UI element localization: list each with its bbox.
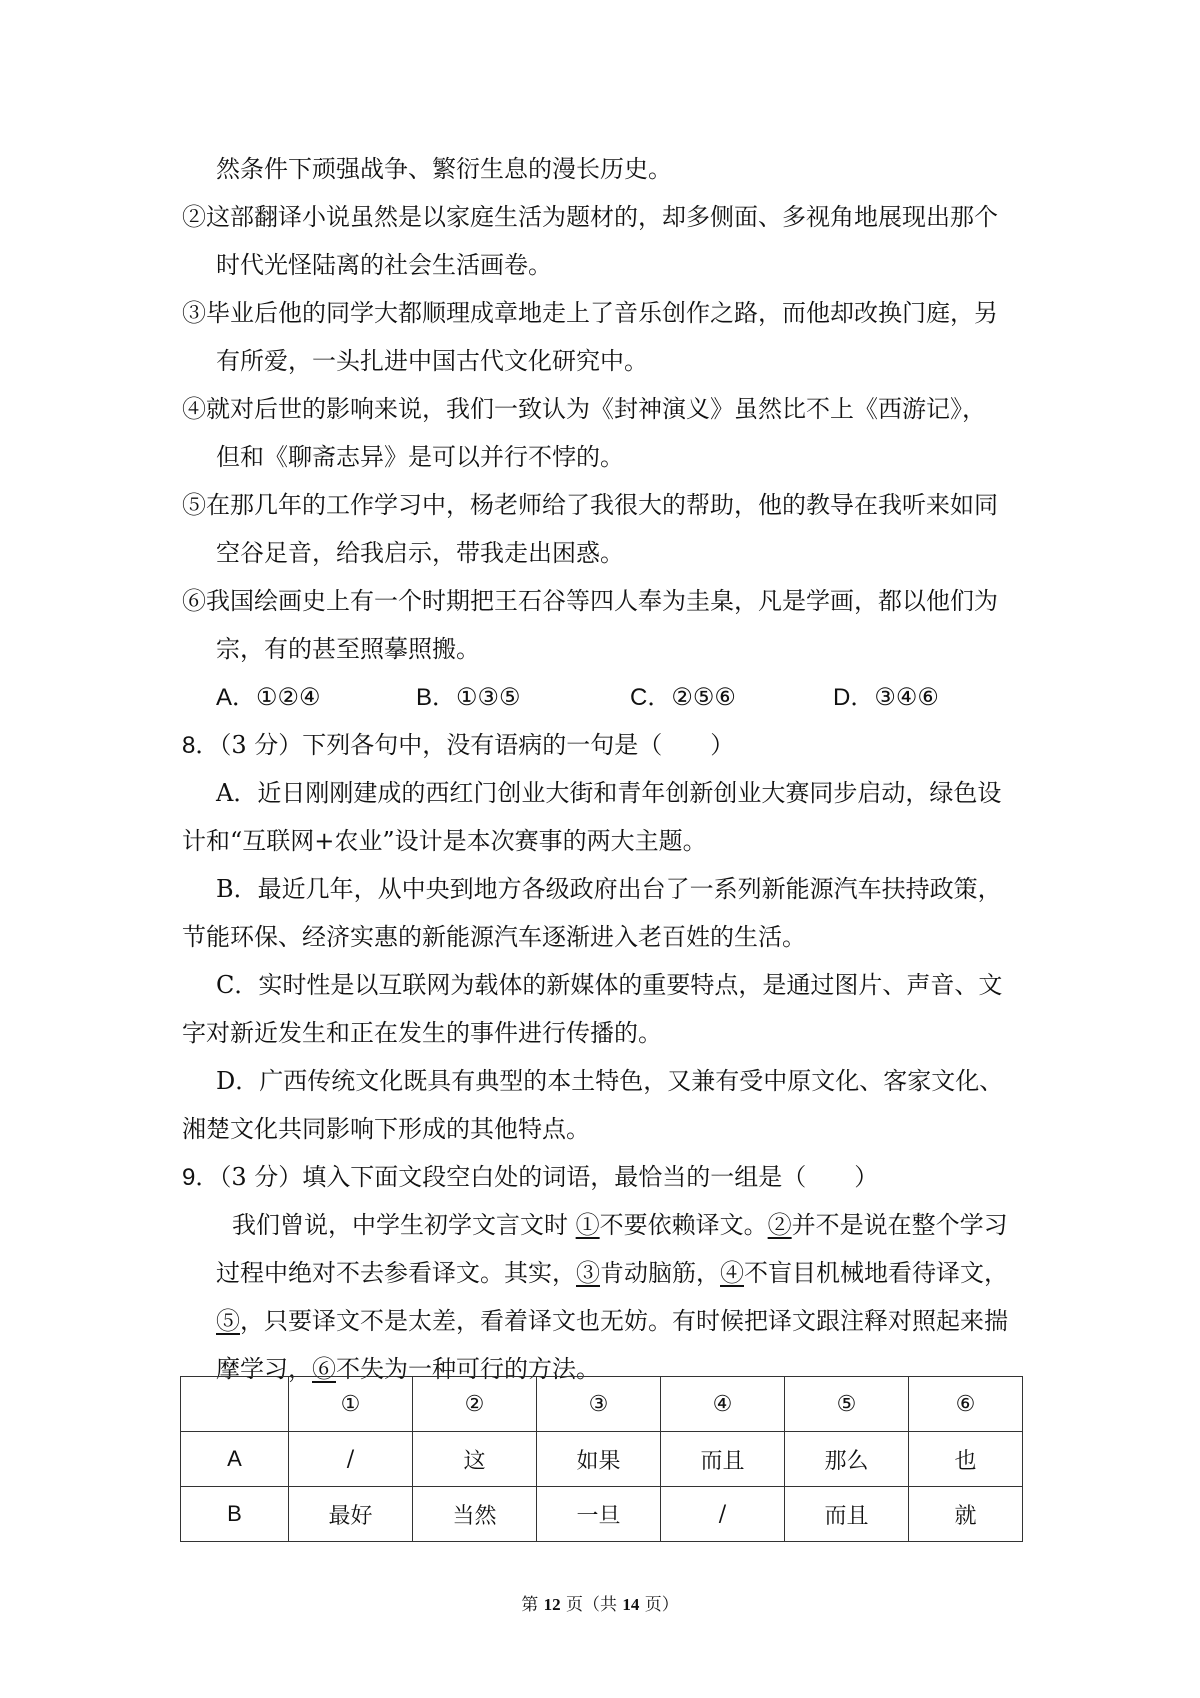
passage-text: ，只要译文不是太差，看着译文也无妨。有时候把译文跟注释对照起来揣 (240, 1307, 1008, 1335)
passage-text: 并不是说在整个学习 (791, 1211, 1008, 1239)
passage-text: 过程中绝对不去参看译文。其实， (216, 1259, 576, 1287)
page-number: 12 (543, 1595, 561, 1614)
blank-3[interactable]: ③ (576, 1259, 600, 1287)
option-d-letter: D． (833, 684, 875, 711)
table-cell: 最好 (289, 1487, 413, 1542)
table-cell: 那么 (785, 1432, 909, 1487)
table-cell: ⑤ (785, 1377, 909, 1432)
q8-option-a-line-1[interactable]: A．近日刚刚建成的西红门创业大街和青年创新创业大赛同步启动，绿色设 (216, 779, 1002, 807)
passage-text: 肯动脑筋， (600, 1259, 720, 1287)
q7-sentence-1-cont: 然条件下顽强战争、繁衍生息的漫长历史。 (216, 155, 672, 183)
q7-sentence-2-line-2: 时代光怪陆离的社会生活画卷。 (216, 251, 552, 279)
table-row (181, 1432, 1023, 1487)
table-cell: / (661, 1487, 785, 1542)
q8-stem (182, 729, 734, 762)
footer-text: 页） (639, 1595, 679, 1615)
q8-option-d-line-1[interactable]: D．广西传统文化既具有典型的本土特色，又兼有受中原文化、客家文化、 (216, 1067, 1004, 1095)
blank-1[interactable]: ① (575, 1211, 600, 1239)
option-b-letter: B． (416, 684, 457, 711)
table-cell: ③ (537, 1377, 661, 1432)
option-c-letter: C． (630, 684, 672, 711)
passage-text: 不盲目机械地看待译文， (744, 1259, 1008, 1287)
passage-text: 不要依赖译文。 (599, 1211, 768, 1239)
table-cell: 如果 (537, 1432, 661, 1487)
q7-sentence-5-line-2: 空谷足音，给我启示，带我走出困惑。 (216, 539, 624, 567)
q8-option-c-line-2: 字对新近发生和正在发生的事件进行传播的。 (182, 1019, 662, 1047)
q9-passage-line-1 (232, 1209, 1008, 1241)
passage-text: 我们曾说，中学生初学文言文时 (232, 1211, 576, 1239)
table-cell: 而且 (661, 1432, 785, 1487)
option-a-text: ①②④ (256, 683, 321, 711)
q8-option-d-line-2: 湘楚文化共同影响下形成的其他特点。 (182, 1115, 590, 1143)
option-c-text: ②⑤⑥ (671, 683, 736, 711)
q7-sentence-3-line-1: ③毕业后他的同学大都顺理成章地走上了音乐创作之路，而他却改换门庭，另 (182, 299, 998, 327)
q7-option-b[interactable] (416, 681, 521, 714)
table-cell: 也 (909, 1432, 1023, 1487)
q8-stem-text: （3 分）下列各句中，没有语病的一句是（ ） (219, 731, 735, 759)
table-cell: A (181, 1432, 289, 1487)
table-cell: ⑥ (909, 1377, 1023, 1432)
passage-text: 不失为一种可行的方法。 (336, 1355, 600, 1383)
q9-passage-line-3 (216, 1305, 1008, 1337)
table-cell: 当然 (413, 1487, 537, 1542)
q7-sentence-4-line-1: ④就对后世的影响来说，我们一致认为《封神演义》虽然比不上《西游记》， (182, 395, 986, 423)
q7-option-d[interactable] (833, 681, 939, 714)
q9-stem (182, 1161, 878, 1194)
table-cell: 一旦 (537, 1487, 661, 1542)
q9-number: 9． (182, 1164, 220, 1191)
blank-5[interactable]: ⑤ (216, 1307, 240, 1335)
table-header-row (181, 1377, 1023, 1432)
q7-sentence-6-line-2: 宗，有的甚至照摹照搬。 (216, 635, 480, 663)
option-a-letter: A． (216, 684, 257, 711)
blank-4[interactable]: ④ (720, 1259, 744, 1287)
q7-sentence-3-line-2: 有所爱，一头扎进中国古代文化研究中。 (216, 347, 648, 375)
q8-number: 8． (182, 732, 220, 759)
table-row (181, 1487, 1023, 1542)
table-cell: ① (289, 1377, 413, 1432)
q7-sentence-4-line-2: 但和《聊斋志异》是可以并行不悖的。 (216, 443, 624, 471)
blank-6[interactable]: ⑥ (312, 1355, 336, 1383)
table-cell: B (181, 1487, 289, 1542)
footer-text: 第 (521, 1595, 544, 1615)
q7-sentence-2-line-1: ②这部翻译小说虽然是以家庭生活为题材的，却多侧面、多视角地展现出那个 (182, 203, 998, 231)
q7-option-a[interactable] (216, 681, 321, 714)
option-d-text: ③④⑥ (874, 683, 939, 711)
table-cell: 这 (413, 1432, 537, 1487)
q8-option-a-line-2: 计和“互联网+农业”设计是本次赛事的两大主题。 (182, 827, 707, 855)
table-cell: ② (413, 1377, 537, 1432)
q7-option-c[interactable] (630, 681, 736, 714)
table-cell: / (289, 1432, 413, 1487)
table-cell (181, 1377, 289, 1432)
q8-option-c-line-1[interactable]: C．实时性是以互联网为载体的新媒体的重要特点，是通过图片、声音、文 (216, 971, 1003, 999)
table-cell: ④ (661, 1377, 785, 1432)
q7-sentence-6-line-1: ⑥我国绘画史上有一个时期把王石谷等四人奉为圭臬，凡是学画，都以他们为 (182, 587, 998, 615)
q8-option-b-line-1[interactable]: B．最近几年，从中央到地方各级政府出台了一系列新能源汽车扶持政策， (216, 875, 1002, 903)
page-footer (0, 1593, 1200, 1617)
q9-stem-text: （3 分）填入下面文段空白处的词语，最恰当的一组是（ ） (219, 1163, 879, 1191)
q8-option-b-line-2: 节能环保、经济实惠的新能源汽车逐渐进入老百姓的生活。 (182, 923, 806, 951)
table-cell: 就 (909, 1487, 1023, 1542)
passage-text: 摩学习， (216, 1355, 312, 1383)
footer-text: 页（共 (560, 1595, 623, 1615)
total-pages: 14 (622, 1595, 640, 1614)
option-b-text: ①③⑤ (456, 683, 521, 711)
q9-passage-line-2 (216, 1257, 1008, 1289)
table-cell: 而且 (785, 1487, 909, 1542)
blank-2[interactable]: ② (767, 1211, 792, 1239)
q7-sentence-5-line-1: ⑤在那几年的工作学习中，杨老师给了我很大的帮助，他的教导在我听来如同 (182, 491, 998, 519)
answer-table (180, 1376, 1023, 1542)
